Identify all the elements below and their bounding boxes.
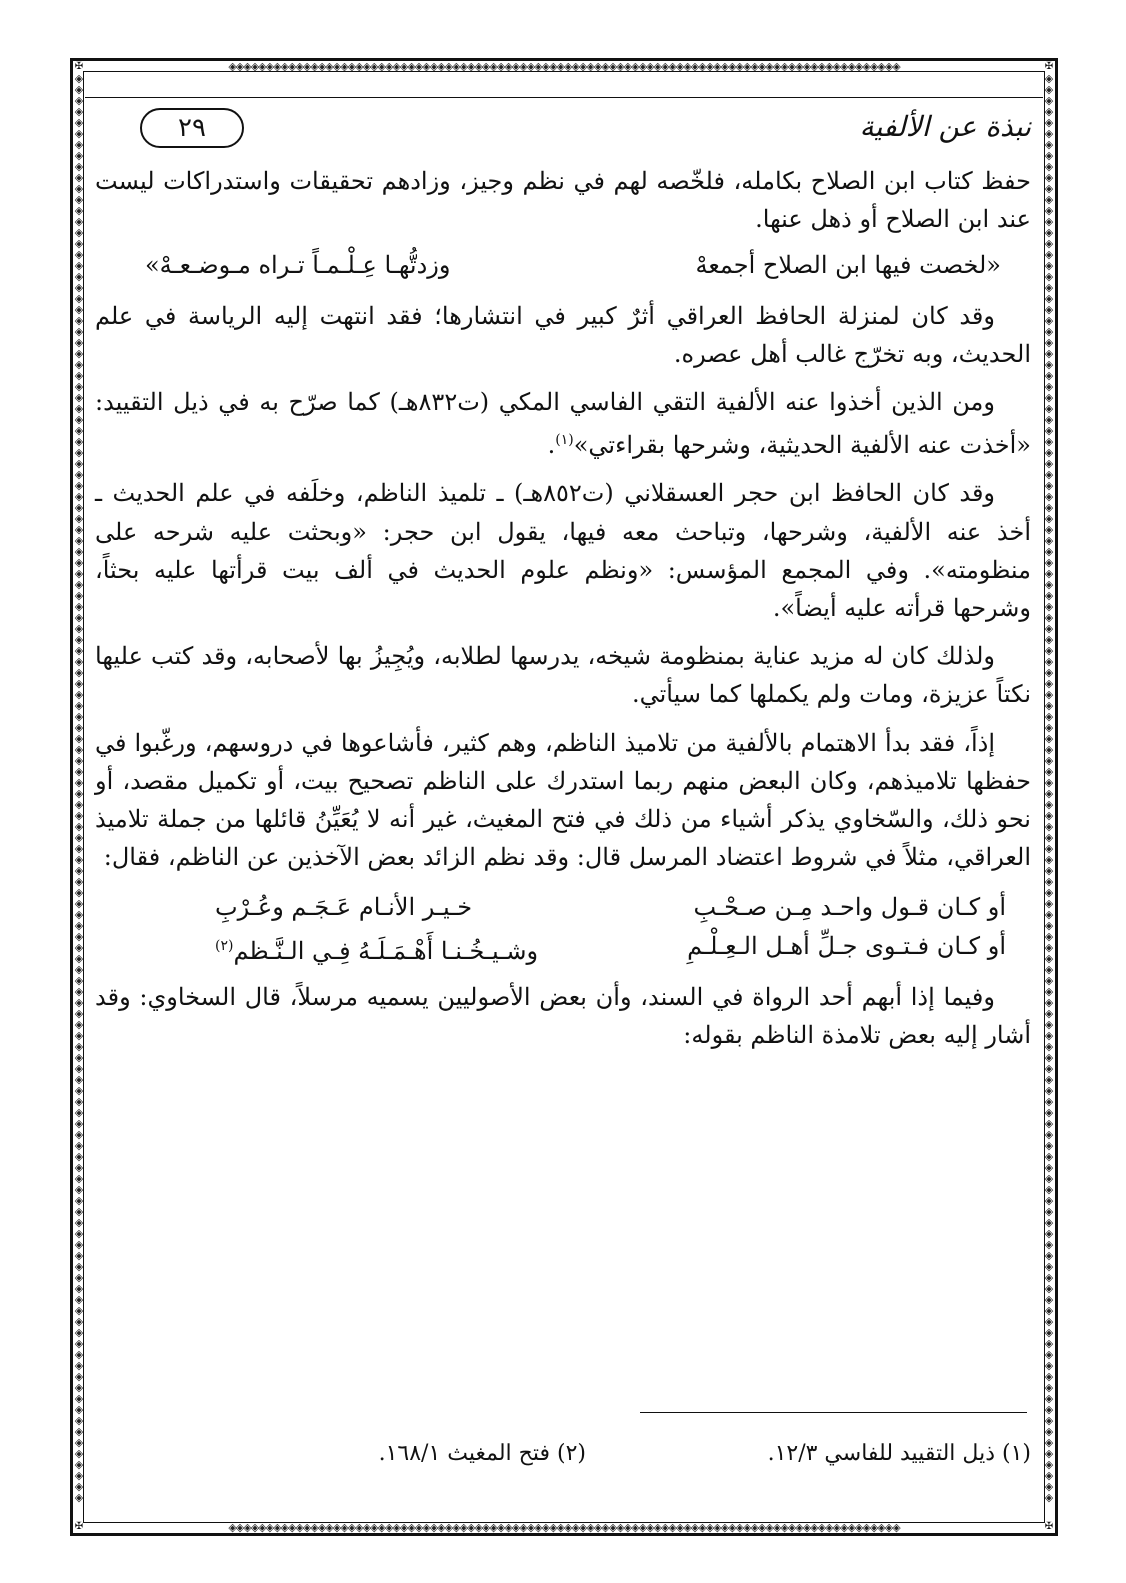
paragraph: وفيما إذا أبهم أحد الرواة في السند، وأن بعض الأصوليين يسميه مرسلاً، قال السخاوي: وقد أشار إليه بعض تلامذة الناظم بقوله: <box>95 982 1031 1050</box>
corner-ornament: ✠ <box>1044 61 1054 72</box>
footnote-1: (١) ذيل التقييد للفاسي ١٢/٣. <box>767 1441 1031 1466</box>
verse-line <box>95 246 1031 284</box>
paragraph-end: . <box>547 431 556 460</box>
paragraph: وقد كان لمنزلة الحافظ العراقي أثرٌ كبير في انتشارها؛ فقد انتهت إليه الرياسة في علم الحديث، وبه تخرّج غالب أهل عصره. <box>95 301 1031 368</box>
paragraph-text: ومن الذين أخذوا عنه الألفية التقي الفاسي المكي (ت٨٣٢هـ) كما صرّح به في ذيل التقييد: «أخذت عنه الألفية الحديثية، وشرحها بقراءتي» <box>95 388 1031 460</box>
corner-ornament: ✠ <box>74 61 84 72</box>
main-text <box>95 162 1031 1054</box>
ornament-band-right: ◈◈◈◈◈◈◈◈◈◈◈◈◈◈◈◈◈◈◈◈◈◈◈◈◈◈◈◈◈◈◈◈◈◈◈◈◈◈◈◈◈◈◈◈◈◈◈◈◈◈◈◈◈◈◈◈◈◈◈◈◈◈◈◈◈◈◈◈◈◈◈◈◈◈◈◈◈◈◈◈◈◈◈◈◈◈◈◈◈◈◈◈◈◈◈◈◈◈◈◈◈◈◈◈◈◈◈◈◈◈◈◈◈◈◈◈◈◈◈◈◈◈◈◈◈◈◈◈◈◈ <box>1044 73 1054 1504</box>
ornament-band-left: ◈◈◈◈◈◈◈◈◈◈◈◈◈◈◈◈◈◈◈◈◈◈◈◈◈◈◈◈◈◈◈◈◈◈◈◈◈◈◈◈◈◈◈◈◈◈◈◈◈◈◈◈◈◈◈◈◈◈◈◈◈◈◈◈◈◈◈◈◈◈◈◈◈◈◈◈◈◈◈◈◈◈◈◈◈◈◈◈◈◈◈◈◈◈◈◈◈◈◈◈◈◈◈◈◈◈◈◈◈◈◈◈◈◈◈◈◈◈◈◈◈◈◈◈◈◈◈◈◈◈ <box>74 73 84 1504</box>
paragraph: ولذلك كان له مزيد عناية بمنظومة شيخه، يدرسها لطلابه، ويُجِيزُ بها لأصحابه، وقد كتب عليها نكتاً عزيزة، ومات ولم يكملها كما سيأتي. <box>95 642 1031 709</box>
footnotes <box>95 1436 1031 1476</box>
footnote-2: (٢) فتح المغيث ١٦٨/١. <box>378 1441 586 1466</box>
verse-hemistich-right: أو كـان قـول واحـد مِـن صـحْـبِ <box>693 893 1006 922</box>
verse-hemistich-right: «لخصت فيها ابن الصلاح أجمعهْ <box>695 251 1001 280</box>
verse-hemistich-left: خـيـر الأنـام عَـجَـم وعُـرْبِ <box>215 893 473 922</box>
verse-text: وشـيـخُـنـا أَهْـمَـلَـهُ فِـي الـنَّـظم <box>233 936 539 965</box>
footnote-separator <box>640 1412 1027 1413</box>
verse-hemistich-left <box>215 927 538 970</box>
page-header <box>95 108 1031 154</box>
verse-hemistich-left: وزدتُّهـا عِـلْـمـاً تـراه مـوضـعـهْ» <box>145 251 451 280</box>
verse-line <box>95 927 1031 970</box>
verse-hemistich-right: أو كـان فـتـوى جـلِّ أهـل الـعِـلْـمِ <box>687 931 1006 960</box>
paragraph: إذاً، فقد بدأ الاهتمام بالألفية من تلاميذ الناظم، وهم كثير، فأشاعوها في دروسهم، ورغّبوا في حفظها تلاميذهم، وكان البعض منهم ربما استدرك على الناظم تصحيح بيت، أو تكميل مقصد، أو نحو ذلك، والسّخاوي يذكر أشياء من ذلك في فتح المغيث، غير أنه لا يُعَيِّنُ قائلها من جملة تلاميذ العراقي، مثلاً في شروط اعتضاد المرسل قال: وقد نظم الزائد بعض الآخذين عن الناظم، فقال: <box>95 728 1031 872</box>
paragraph: وقد كان الحافظ ابن حجر العسقلاني (ت٨٥٢هـ) ـ تلميذ الناظم، وخلَفه في علم الحديث ـ أخذ عنه الألفية، وشرحها، وتباحث معه فيها، يقول ابن حجر: «وبحثت عليه شرحه على منظومته». وفي المجمع المؤسس: «ونظم علوم الحديث في ألف بيت قرأتها عليه بحثاً، وشرحها قرأته عليه أيضاً». <box>95 479 1031 623</box>
running-title: نبذة عن الألفية <box>859 110 1031 143</box>
ornament-band-top: ◈◈◈◈◈◈◈◈◈◈◈◈◈◈◈◈◈◈◈◈◈◈◈◈◈◈◈◈◈◈◈◈◈◈◈◈◈◈◈◈◈◈◈◈◈◈◈◈◈◈◈◈◈◈◈◈◈◈◈◈◈◈◈◈◈◈◈◈◈◈◈◈◈◈◈◈◈◈◈◈◈◈◈◈◈◈◈◈◈◈ <box>228 61 900 72</box>
paragraph <box>95 383 1031 464</box>
paragraph: حفظ كتاب ابن الصلاح بكامله، فلخّصه لهم في نظم وجيز، وزادهم تحقيقات واستدراكات ليست عند ابن الصلاح أو ذهل عنها. <box>95 167 1031 234</box>
page-number: ٢٩ <box>140 108 244 148</box>
header-divider <box>85 97 1043 98</box>
footnote-ref: (١) <box>555 432 574 449</box>
corner-ornament: ✠ <box>74 1521 84 1532</box>
footnote-ref: (٢) <box>215 937 234 954</box>
ornament-band-bottom: ◈◈◈◈◈◈◈◈◈◈◈◈◈◈◈◈◈◈◈◈◈◈◈◈◈◈◈◈◈◈◈◈◈◈◈◈◈◈◈◈◈◈◈◈◈◈◈◈◈◈◈◈◈◈◈◈◈◈◈◈◈◈◈◈◈◈◈◈◈◈◈◈◈◈◈◈◈◈◈◈◈◈◈◈◈◈◈◈◈◈ <box>228 1522 900 1533</box>
corner-ornament: ✠ <box>1044 1521 1054 1532</box>
verse-line <box>95 888 1031 926</box>
